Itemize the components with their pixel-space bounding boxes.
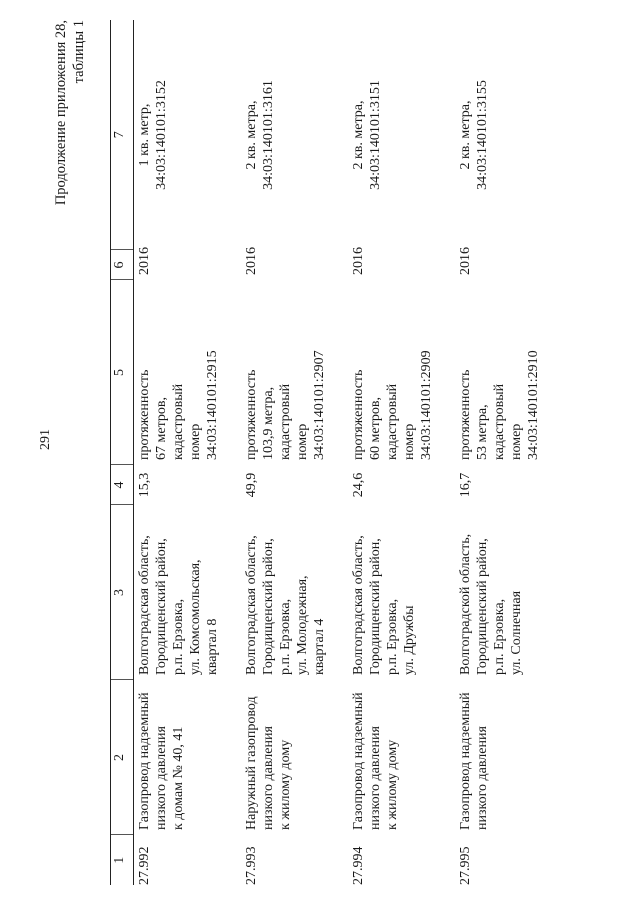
objects-table <box>110 20 562 885</box>
table-row <box>134 20 241 885</box>
continuation-line-1: Продолжение приложения 28, <box>53 20 69 206</box>
object-value: 49,9 <box>243 472 259 498</box>
object-name: Газопровод надземный низкого давления к жилому дому <box>350 692 400 830</box>
column-header-3: 3 <box>111 505 134 680</box>
row-number: 27.992 <box>137 846 152 885</box>
table-row <box>241 20 348 885</box>
row-number: 27.993 <box>243 846 259 885</box>
object-land-area: 2 кв. метра, 34:03:140101:3161 <box>243 80 276 190</box>
rotated-page-content <box>53 20 620 885</box>
column-header-5: 5 <box>111 280 134 465</box>
object-land-area: 2 кв. метра, 34:03:140101:3155 <box>457 80 490 190</box>
continuation-line-2: таблицы 1 <box>71 20 87 84</box>
column-header-4: 4 <box>111 465 134 505</box>
object-description: протяженность 60 метров, кадастровый номер 34:03:140101:2909 <box>350 350 434 460</box>
object-name: Газопровод надземный низкого давления <box>457 692 490 830</box>
row-number: 27.995 <box>457 846 473 885</box>
page-number: 291 <box>38 429 53 450</box>
object-value: 15,3 <box>137 472 152 498</box>
object-value: 16,7 <box>457 472 473 498</box>
table-continuation-caption <box>52 20 88 205</box>
object-value: 24,6 <box>350 472 366 498</box>
object-address: Волгоградская область, Городищенский район, р.п. Ерзовка, ул. Дружбы <box>350 535 417 675</box>
column-header-7: 7 <box>111 20 134 250</box>
object-address: Волгоградской область, Городищенский район, р.п. Ерзовка, ул. Солнечная <box>457 533 524 675</box>
object-description: протяженность 53 метра, кадастровый номер 34:03:140101:2910 <box>457 350 541 460</box>
object-address: Волгоградская область, Городищенский район, р.п. Ерзовка, ул. Молодежная, квартал 4 <box>243 535 327 675</box>
object-land-area: 1 кв. метр, 34:03:140101:3152 <box>137 80 169 190</box>
column-header-6: 6 <box>111 250 134 280</box>
object-description: протяженность 103,9 метра, кадастровый номер 34:03:140101:2907 <box>243 350 327 460</box>
row-number: 27.994 <box>350 846 366 885</box>
column-header-2: 2 <box>111 680 134 835</box>
object-address: Волгоградская область, Городищенский район, р.п. Ерзовка, ул. Комсомольская, квартал 8 <box>137 535 220 675</box>
object-name: Газопровод надземный низкого давления к домам № 40, 41 <box>137 692 186 830</box>
object-land-area: 2 кв. метра, 34:03:140101:3151 <box>350 80 383 190</box>
column-header-1: 1 <box>111 835 134 885</box>
object-description: протяженность 67 метров, кадастровый номер 34:03:140101:2915 <box>137 350 220 460</box>
object-year: 2016 <box>350 247 366 275</box>
table-row <box>455 20 562 885</box>
table-row <box>348 20 455 885</box>
object-year: 2016 <box>457 247 473 275</box>
table-header-row <box>111 20 134 885</box>
object-name: Наружный газопровод низкого давления к жилому дому <box>243 696 293 830</box>
object-year: 2016 <box>137 247 152 275</box>
object-year: 2016 <box>243 247 259 275</box>
